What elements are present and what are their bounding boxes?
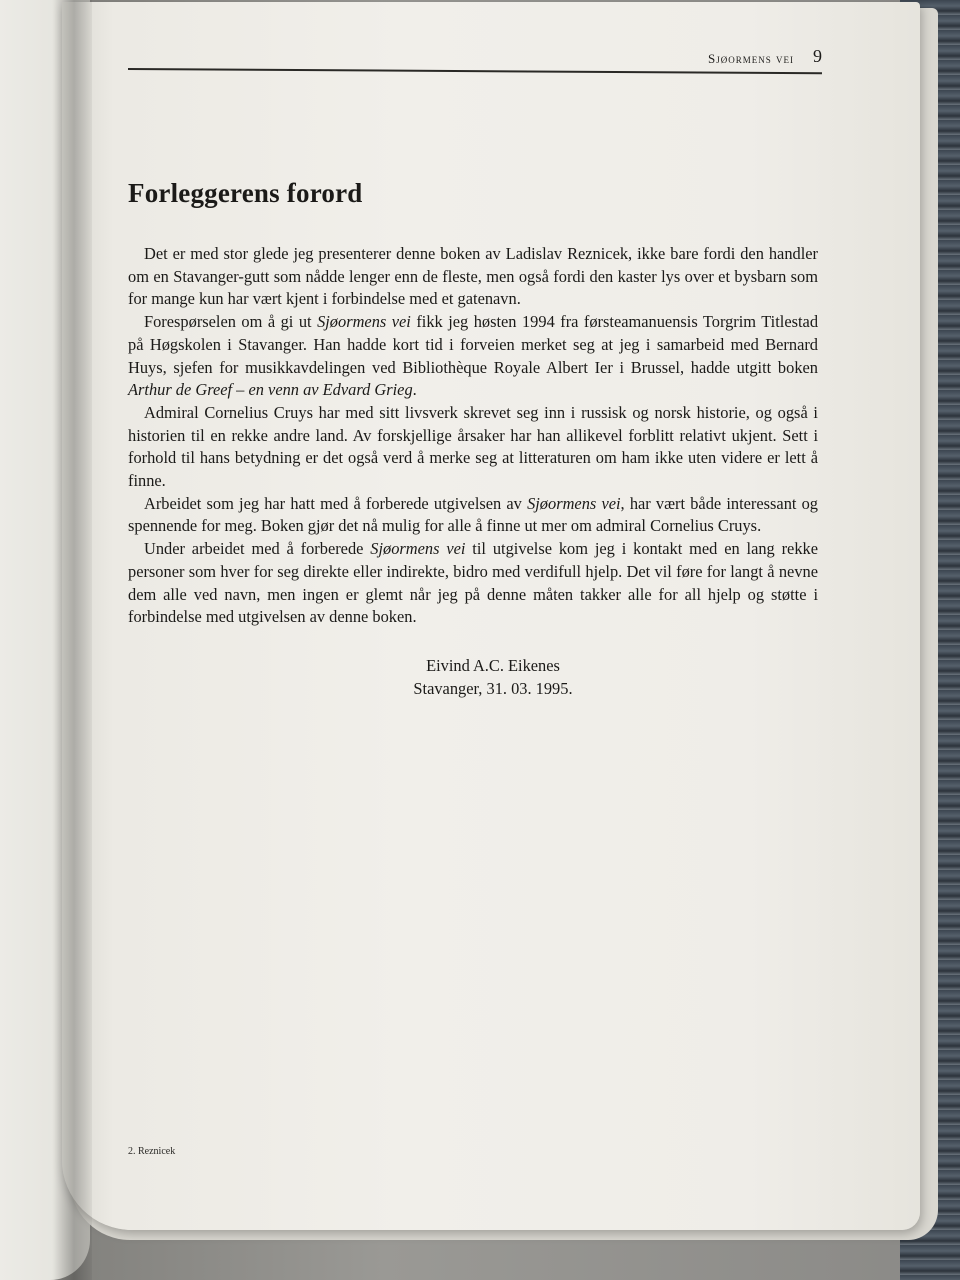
- text-run: Admiral Cornelius Cruys har med sitt livsverk skrevet seg inn i russisk og norsk historie, og også i historien til en rekke andre land. Av forskjellige årsaker har han allikevel forblitt relativt ukjent. Sett i forhold til hans betydning er det også verd å merke seg at litteraturen om ham ikke uten videre er lett å finne.: [128, 402, 818, 491]
- body-text: [128, 243, 818, 629]
- signature-place-date: Stavanger, 31. 03. 1995.: [413, 678, 573, 698]
- chapter-title: Forleggerens forord: [128, 178, 363, 208]
- paragraph: [128, 402, 818, 493]
- page-number: 9: [813, 46, 822, 66]
- italic-title: Sjøormens vei: [317, 312, 411, 332]
- text-run: fikk jeg høsten 1994 fra førsteamanuensis Torgrim Titlestad på Høgskolen i Stavanger. Han hadde kort tid i forveien merket seg at jeg i samarbeid med Bernard Huys, sjefen for musikkavdelingen ved Bibliothèque Royale Albert Ier i Brussel, hadde utgitt boken: [128, 312, 819, 377]
- italic-title: Sjøormens vei: [370, 539, 466, 559]
- signature-block: [128, 655, 818, 700]
- text-run: , har vært både interessant og spennende for meg. Boken gjør det nå mulig for alle å finne ut mer om admiral Cornelius Cruys.: [128, 493, 819, 536]
- signature-name: Eivind A.C. Eikenes: [426, 655, 560, 675]
- italic-title: Arthur de Greef – en venn av Edvard Grieg: [128, 380, 413, 400]
- header-rule: [128, 68, 822, 74]
- paragraph: [128, 311, 818, 402]
- footer-signature-mark: 2. Reznicek: [128, 1146, 176, 1157]
- text-run: Arbeidet som jeg har hatt med å forberede utgivelsen av: [144, 493, 528, 513]
- paragraph: [128, 538, 818, 629]
- page-content: [128, 178, 818, 700]
- running-head-title: Sjøormens vei: [708, 51, 794, 66]
- text-run: Forespørselen om å gi ut: [144, 312, 318, 332]
- paragraph: [128, 493, 818, 538]
- text-run: til utgivelse kom jeg i kontakt med en lang rekke personer som hver for seg direkte eller indirekte, bidro med verdifull hjelp. Det vil føre for langt å nevne dem alle ved navn, men ingen er glemt når jeg på denne måten takker alle for all hjelp og støtte i forbindelse med utgivelsen av denne boken.: [128, 539, 818, 627]
- paragraph: [128, 243, 818, 311]
- text-run: Under arbeidet med å forberede: [144, 539, 371, 559]
- text-run: Det er med stor glede jeg presenterer denne boken av Ladislav Reznicek, ikke bare fordi den handler om en Stavanger-gutt som nådde lenger enn de fleste, men også fordi den kaster lys over et bysbarn som for mange kun har vært kjent i forbindelse med et gatenavn.: [128, 244, 818, 309]
- italic-title: Sjøormens vei: [527, 493, 621, 513]
- text-run: .: [412, 380, 417, 400]
- spine-shadow: [52, 0, 92, 1280]
- running-head: [128, 40, 822, 74]
